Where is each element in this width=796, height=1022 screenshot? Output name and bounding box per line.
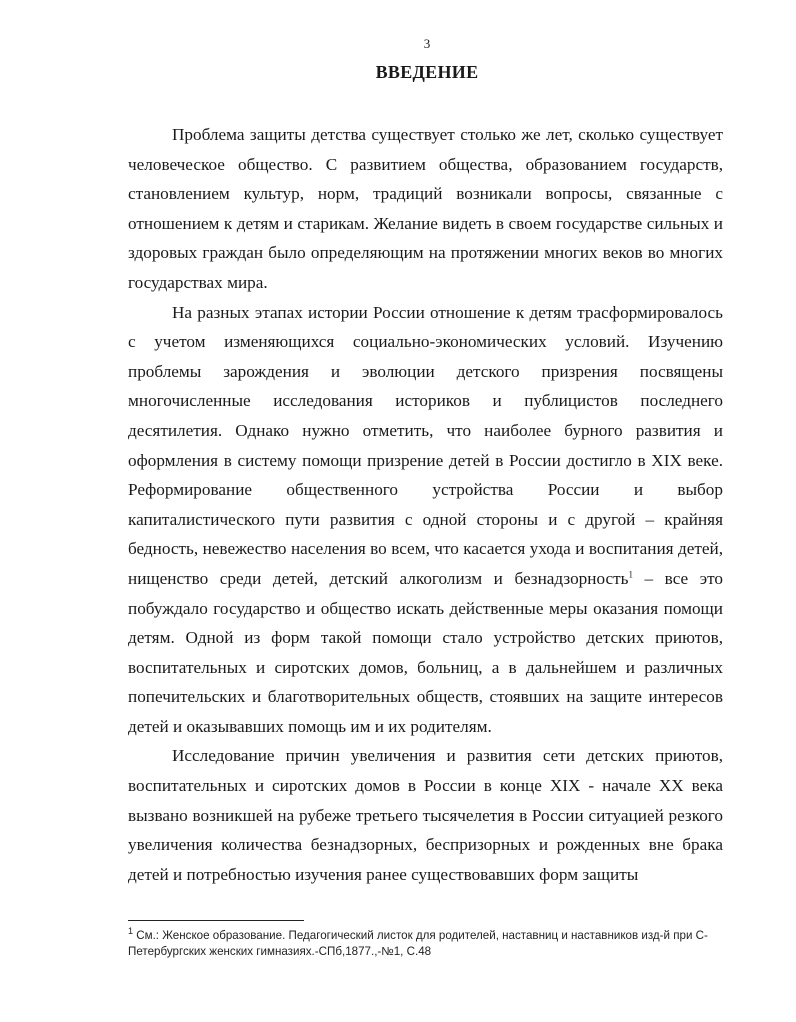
footnote-marker: 1 — [128, 926, 134, 937]
paragraph-2-text-before: На разных этапах истории России отношение к детям трасформировалось с учетом изменяющихся социально-экономических условий. Изучению проблемы зарождения и эволюции детского призрения посвящены многочисленные исследования историков и публицистов последнего десятилетия. Однако нужно отметить, что наиболее бурного развития и оформления в систему помощи призрение детей в России достигло в XIX веке. Реформирование общественного устройства России и выбор капиталистического пути развития с одной стороны и с другой – крайняя бедность, невежество населения во всем, что касается ухода и воспитания детей, нищенство среди детей, детский алкоголизм и безнадзорность — [128, 302, 723, 588]
footnote — [128, 928, 723, 960]
paragraph-1: Проблема защиты детства существует столько же лет, сколько существует человеческое общество. С развитием общества, образованием государств, становлением культур, норм, традиций возникали вопросы, связанные с отношением к детям и старикам. Желание видеть в своем государстве сильных и здоровых граждан было определяющим на протяжении многих веков во многих государствах мира. — [128, 125, 723, 292]
paragraph-3: Исследование причин увеличения и развития сети детских приютов, воспитательных и сиротских домов в России в конце XIX - начале XX века вызвано возникшей на рубеже третьего тысячелетия в России ситуацией резкого увеличения количества безнадзорных, беспризорных и рожденных вне брака детей и потребностью изучения ранее существовавших форм защиты — [128, 746, 723, 884]
page-title: ВВЕДЕНИЕ — [375, 62, 479, 82]
footnote-reference: 1 — [628, 569, 633, 580]
paragraph-2-text-after: – все это побуждало государство и общество искать действенные меры оказания помощи детям. Одной из форм такой помощи стало устройство детских приютов, воспитательных и сиротских домов, больниц, а в дальнейшем и различных попечительских и благотворительных обществ, стоявших на защите интересов детей и оказывавших помощь им и их родителям. — [128, 568, 723, 736]
page-number: 3 — [423, 36, 431, 51]
paragraph-2 — [128, 298, 723, 742]
main-text — [128, 120, 723, 889]
footnote-divider — [128, 920, 304, 921]
footnote-text: См.: Женское образование. Педагогический листок для родителей, наставниц и наставников изд-й при С-Петербургских женских гимназиях.-СПб,1877.,-№1, С.48 — [128, 929, 708, 958]
